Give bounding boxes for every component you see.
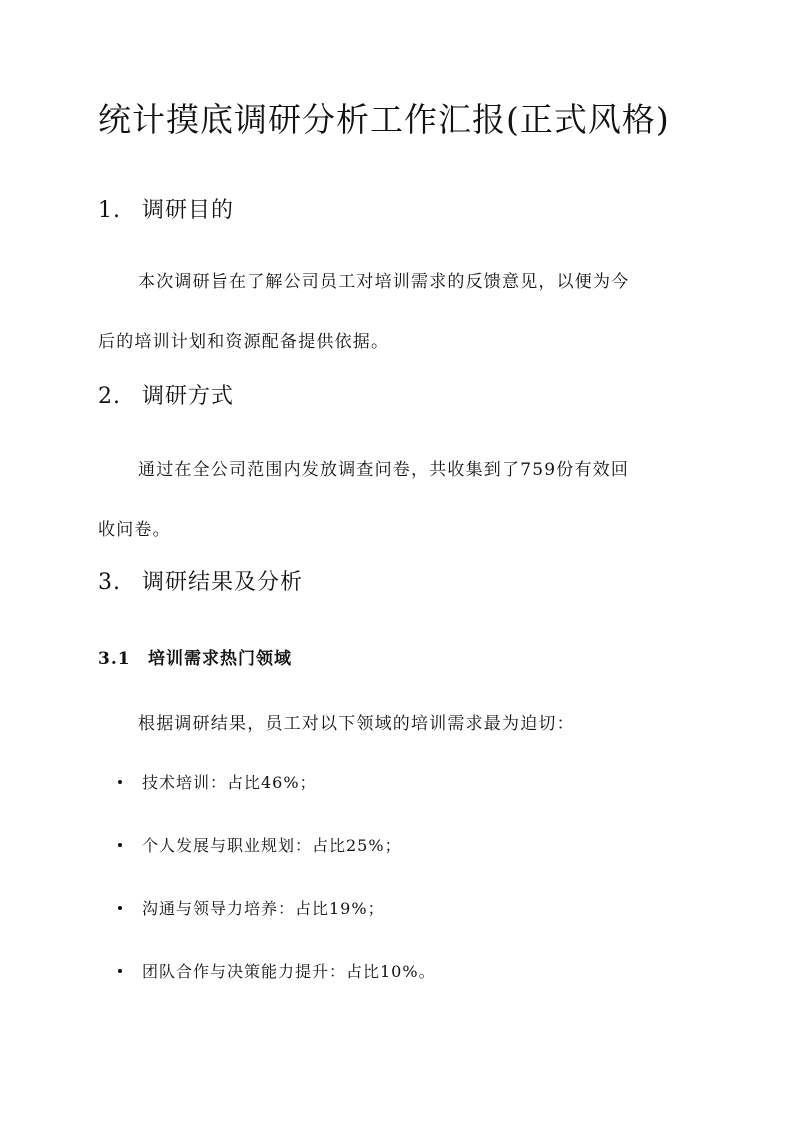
- subsection-3-1-number: 3.1: [98, 649, 131, 669]
- subsection-3-1-title: 培训需求热门领域: [148, 649, 292, 669]
- section-1-number: 1.: [98, 198, 121, 223]
- section-2-number: 2.: [98, 384, 121, 409]
- bullet-icon: [118, 780, 122, 784]
- section-3-heading: [98, 568, 303, 598]
- section-2-paragraph: [98, 454, 708, 574]
- section-1-heading: [98, 196, 234, 226]
- list-item: [118, 831, 436, 894]
- list-item-text: 技术培训：占比46%；: [142, 773, 317, 792]
- list-item: [118, 768, 436, 831]
- subsection-3-1-intro: [98, 708, 708, 768]
- section-1-paragraph: [98, 266, 708, 386]
- paragraph-line: 后的培训计划和资源配备提供依据。: [98, 332, 390, 352]
- section-2-heading: [98, 382, 234, 412]
- bullet-icon: [118, 843, 122, 847]
- training-needs-list: [118, 768, 436, 1020]
- list-item: [118, 894, 436, 957]
- paragraph-line: 根据调研结果，员工对以下领域的培训需求最为迫切：: [138, 714, 575, 734]
- paragraph-line: 通过在全公司范围内发放调查问卷，共收集到了759份有效回: [138, 460, 630, 480]
- paragraph-line: 本次调研旨在了解公司员工对培训需求的反馈意见，以便为今: [138, 272, 630, 292]
- bullet-icon: [118, 906, 122, 910]
- section-3-number: 3.: [98, 570, 121, 595]
- list-item: [118, 957, 436, 1020]
- section-2-title: 调研方式: [142, 384, 235, 409]
- bullet-icon: [118, 969, 122, 973]
- document-title: 统计摸底调研分析工作汇报(正式风格): [98, 100, 670, 139]
- subsection-3-1-heading: [98, 647, 292, 671]
- paragraph-line: 收问卷。: [98, 520, 171, 540]
- list-item-text: 团队合作与决策能力提升：占比10%。: [142, 962, 436, 981]
- list-item-text: 个人发展与职业规划：占比25%；: [142, 836, 402, 855]
- section-1-title: 调研目的: [142, 198, 235, 223]
- section-3-title: 调研结果及分析: [142, 570, 304, 595]
- list-item-text: 沟通与领导力培养：占比19%；: [142, 899, 385, 918]
